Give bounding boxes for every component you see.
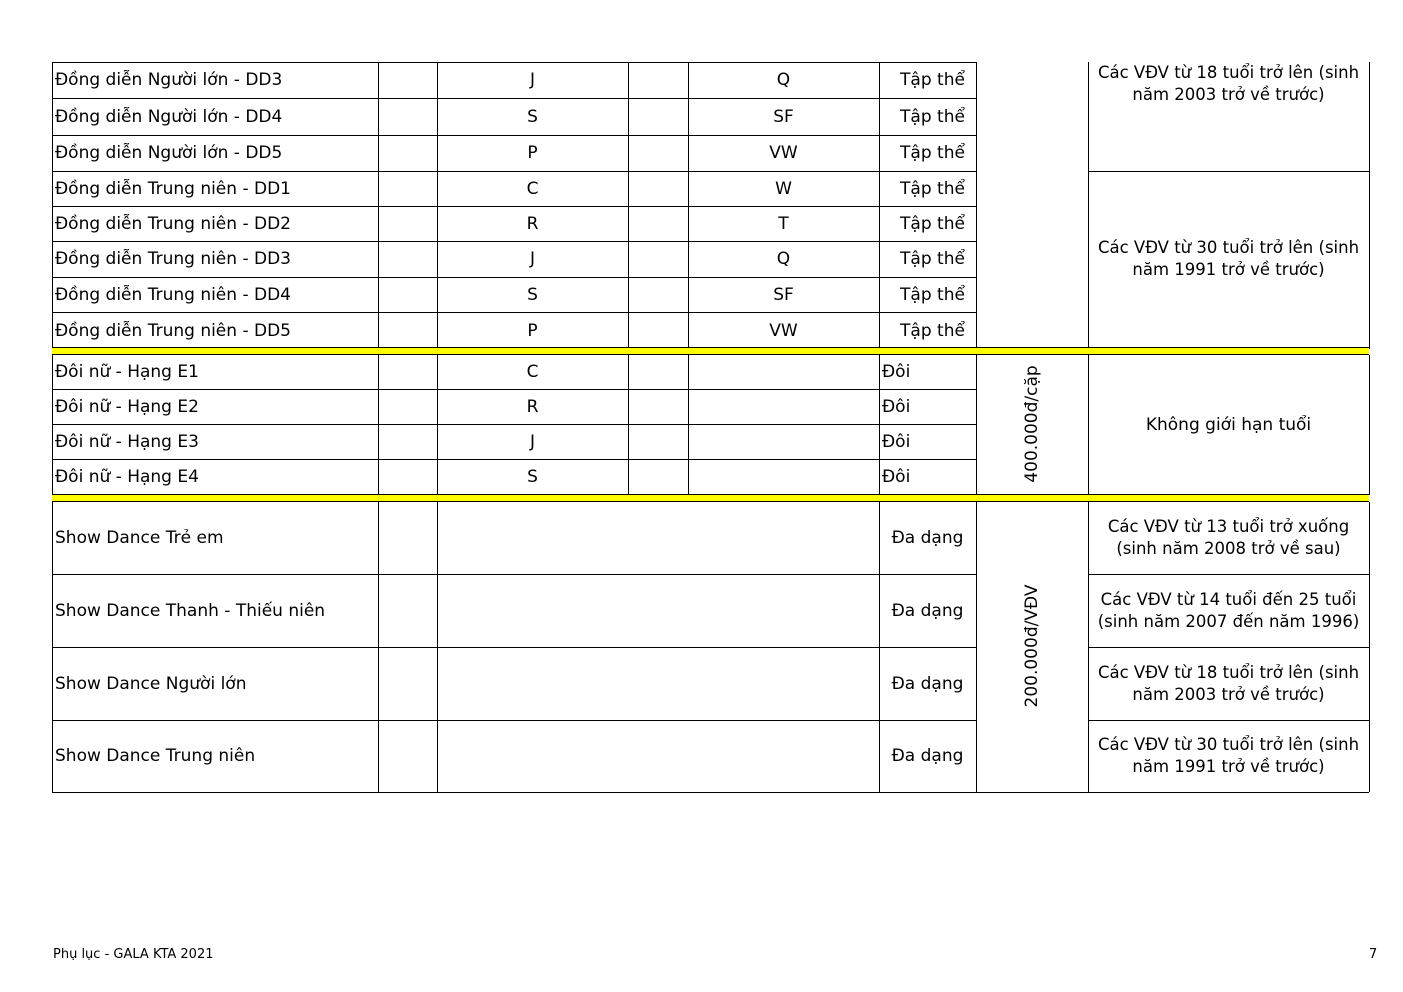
fee-couple: 400.000đ/cặp: [1022, 365, 1042, 483]
event-type: Đôi: [882, 362, 911, 382]
dance-code-2: T: [778, 213, 789, 234]
dance-code-2: SF: [773, 106, 794, 127]
event-name: Đồng diễn Trung niên - DD2: [55, 213, 291, 234]
row-border: [52, 62, 976, 63]
row-border: [52, 459, 976, 460]
age-divider: [1088, 171, 1369, 172]
event-type: Tập thể: [900, 249, 965, 269]
column-border: [52, 502, 53, 792]
event-name: Show Dance Trung niên: [55, 746, 256, 766]
row-border: [52, 720, 976, 721]
row-border: [52, 171, 976, 172]
dance-code-1: P: [527, 143, 538, 163]
dance-code-1: J: [529, 70, 535, 90]
event-name: Đôi nữ - Hạng E1: [55, 362, 199, 382]
column-border: [688, 355, 689, 495]
column-border: [437, 502, 438, 792]
row-border: [52, 98, 976, 99]
page-number: 7: [1369, 947, 1378, 962]
dance-code-2: Q: [776, 249, 791, 269]
event-name: Đồng diễn Trung niên - DD3: [55, 249, 291, 269]
row-border: [52, 389, 976, 390]
column-border: [628, 355, 629, 495]
event-type: Tập thể: [900, 284, 965, 305]
event-type: Tập thể: [900, 70, 965, 90]
column-border: [1369, 502, 1370, 792]
event-type: Đôi: [882, 467, 911, 487]
event-type: Đa dạng: [891, 600, 964, 621]
column-border: [879, 502, 880, 792]
row-border: [52, 424, 976, 425]
event-name: Đồng diễn Trung niên - DD1: [55, 178, 291, 199]
column-border: [437, 62, 438, 349]
section-separator: [52, 494, 1369, 502]
row-border: [1088, 574, 1369, 575]
column-border: [879, 355, 880, 495]
column-border: [1088, 502, 1089, 792]
dance-code-2: VW: [769, 143, 798, 163]
column-border: [52, 355, 53, 495]
event-type: Tập thể: [900, 320, 965, 341]
dance-code-1: J: [529, 431, 535, 452]
event-type: Tập thể: [900, 143, 965, 163]
event-name: Đôi nữ - Hạng E2: [55, 396, 199, 417]
dance-code-1: S: [527, 284, 538, 305]
event-type: Tập thể: [900, 213, 965, 234]
age-group-adult: Các VĐV từ 18 tuổi trở lên (sinh năm 2003 trở về trước): [1097, 63, 1360, 104]
age-requirement: Các VĐV từ 14 tuổi đến 25 tuổi (sinh năm 2007 đến năm 1996): [1097, 589, 1360, 631]
dance-code-1: S: [527, 106, 538, 127]
event-type: Tập thể: [900, 178, 965, 199]
dance-code-2: Q: [776, 70, 791, 90]
column-border: [378, 355, 379, 495]
column-border: [879, 62, 880, 349]
section-separator: [52, 347, 1369, 355]
column-border: [1088, 355, 1089, 495]
event-type: Đôi: [882, 431, 911, 452]
row-border: [1088, 647, 1369, 648]
event-type: Đôi: [882, 396, 911, 417]
dance-code-1: R: [526, 213, 539, 234]
event-name: Show Dance Người lớn: [55, 673, 247, 694]
column-border: [628, 62, 629, 349]
event-type: Đa dạng: [891, 528, 964, 548]
event-name: Đồng diễn Trung niên - DD5: [55, 320, 291, 341]
column-border: [1088, 62, 1089, 349]
dance-code-1: C: [526, 178, 539, 199]
event-name: Đồng diễn Trung niên - DD4: [55, 284, 291, 305]
row-border: [52, 574, 976, 575]
age-requirement: Các VĐV từ 18 tuổi trở lên (sinh năm 2003 trở về trước): [1097, 662, 1360, 704]
event-name: Đôi nữ - Hạng E3: [55, 431, 199, 452]
row-border: [52, 135, 976, 136]
row-border: [52, 241, 976, 242]
dance-code-2: VW: [769, 320, 798, 341]
footer-title: Phụ lục - GALA KTA 2021: [53, 947, 214, 962]
event-name: Đồng diễn Người lớn - DD3: [55, 70, 283, 90]
dance-code-1: S: [527, 467, 538, 487]
column-border: [52, 62, 53, 349]
age-requirement: Các VĐV từ 13 tuổi trở xuống (sinh năm 2008 trở về sau): [1107, 517, 1350, 558]
column-border: [437, 355, 438, 495]
event-name: Show Dance Trẻ em: [55, 528, 224, 548]
event-type: Tập thể: [900, 106, 965, 127]
column-border: [378, 502, 379, 792]
event-name: Show Dance Thanh - Thiếu niên: [55, 600, 326, 621]
dance-code-2: SF: [773, 284, 794, 305]
event-type: Đa dạng: [891, 746, 964, 766]
age-group-middle-aged: Các VĐV từ 30 tuổi trở lên (sinh năm 1991 trở về trước): [1097, 238, 1360, 279]
column-border: [688, 62, 689, 349]
dance-code-2: W: [775, 178, 792, 199]
dance-code-1: J: [529, 249, 535, 269]
dance-code-1: C: [526, 362, 539, 382]
column-border: [976, 502, 977, 792]
row-border: [1088, 720, 1369, 721]
row-border: [52, 277, 976, 278]
column-border: [976, 355, 977, 495]
age-requirement: Các VĐV từ 30 tuổi trở lên (sinh năm 1991 trở về trước): [1097, 735, 1360, 776]
column-border: [378, 62, 379, 349]
row-border: [52, 647, 976, 648]
row-border: [52, 206, 976, 207]
column-border: [976, 62, 977, 349]
table-bottom-border: [52, 792, 1369, 793]
row-border: [52, 312, 976, 313]
age-group-unlimited: Không giới hạn tuổi: [1145, 415, 1312, 435]
event-name: Đồng diễn Người lớn - DD5: [55, 143, 283, 163]
fee-per-athlete: 200.000đ/VĐV: [1022, 584, 1042, 708]
dance-code-1: R: [526, 396, 539, 417]
column-border: [1369, 355, 1370, 495]
column-border: [1369, 62, 1370, 171]
event-type: Đa dạng: [891, 673, 964, 694]
event-name: Đôi nữ - Hạng E4: [55, 467, 199, 487]
column-border: [1369, 171, 1370, 349]
dance-code-1: P: [527, 320, 538, 341]
event-name: Đồng diễn Người lớn - DD4: [55, 106, 283, 127]
